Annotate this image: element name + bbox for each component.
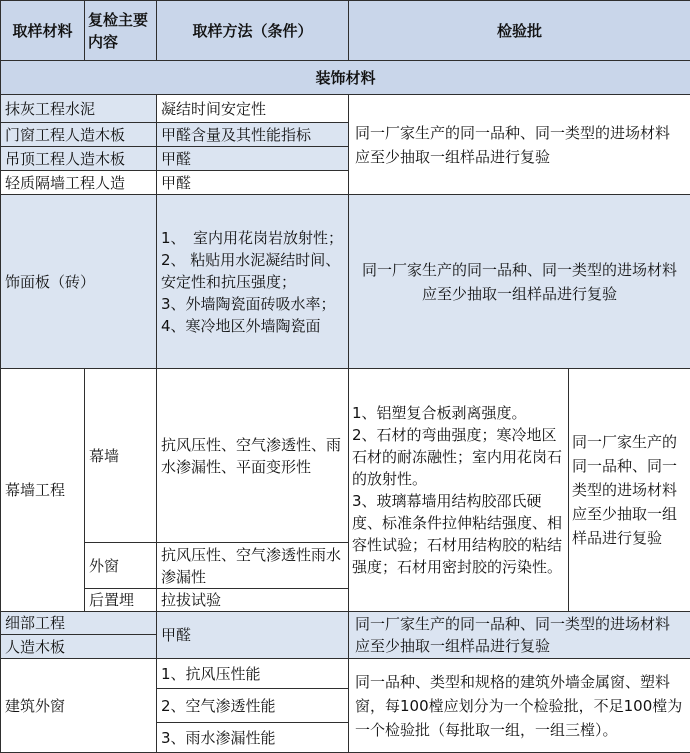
row-anchor-sub-content: 拉拔试验 [157, 589, 349, 612]
batch-cell-group1: 同一厂家生产的同一品种、同一类型的进场材料应至少抽取一组样品进行复验 [349, 95, 690, 195]
row-facing-name: 饰面板（砖） [1, 195, 157, 369]
row-exterior-window-content1: 1、抗风压性能 [157, 659, 349, 689]
row-detail-name2: 人造木板 [1, 635, 157, 659]
row-curtain-tests: 1、铝塑复合板剥离强度。 2、石材的弯曲强度；寒冷地区石材的耐冻融性；室内用花岗石的放射性。 3、玻璃幕墙用结构胶邵氏硬度、标准条件拉伸粘结强度、相容性试验；石材用结构胶的粘结强度；石材用密封胶的污染性。 [349, 369, 569, 612]
row-curtain-batch: 同一厂家生产的同一品种、同一类型的进场材料应至少抽取一组样品进行复验 [569, 369, 690, 612]
row-facing-content: 1、 室内用花岗岩放射性； 2、 粘贴用水泥凝结时间、安定性和抗压强度； 3、外墙陶瓷面砖吸水率； 4、寒冷地区外墙陶瓷面 [157, 195, 349, 369]
row-exterior-window-content3: 3、雨水渗漏性能 [157, 723, 349, 753]
row-ceiling-content: 甲醛 [157, 147, 349, 171]
row-exterior-window-content2: 2、空气渗透性能 [157, 689, 349, 723]
section-title: 装饰材料 [1, 61, 690, 95]
row-door-content: 甲醛含量及其性能指标 [157, 123, 349, 147]
row-door-name: 门窗工程人造木板 [1, 123, 157, 147]
row-window-sub-content: 抗风压性、空气渗透性雨水渗漏性 [157, 543, 349, 589]
row-partition-content: 甲醛 [157, 171, 349, 195]
row-plaster-name: 抹灰工程水泥 [1, 95, 157, 123]
row-curtain-name: 幕墙工程 [1, 369, 85, 612]
header-main-content: 复检主要内容 [85, 1, 157, 61]
row-detail-name1: 细部工程 [1, 612, 157, 635]
row-ceiling-name: 吊顶工程人造木板 [1, 147, 157, 171]
row-plaster-content: 凝结时间安定性 [157, 95, 349, 123]
row-anchor-sub: 后置埋 [85, 589, 157, 612]
row-exterior-window-batch: 同一品种、类型和规格的建筑外墙金属窗、塑料窗，每100樘应划分为一个检验批，不足100樘为一个检验批（每批取一组，一组三樘）。 [349, 659, 690, 753]
row-exterior-window-name: 建筑外窗 [1, 659, 157, 753]
header-inspection-batch: 检验批 [349, 1, 690, 61]
batch-cell-facing: 同一厂家生产的同一品种、同一类型的进场材料应至少抽取一组样品进行复验 [349, 195, 690, 369]
header-material: 取样材料 [1, 1, 85, 61]
row-partition-name: 轻质隔墙工程人造 [1, 171, 157, 195]
row-detail-content: 甲醛 [157, 612, 349, 659]
row-curtain-sub: 幕墙 [85, 369, 157, 543]
row-curtain-sub-content: 抗风压性、空气渗透性、雨水渗漏性、平面变形性 [157, 369, 349, 543]
row-window-sub: 外窗 [85, 543, 157, 589]
header-sampling-method: 取样方法（条件） [157, 1, 349, 61]
batch-cell-detail: 同一厂家生产的同一品种、同一类型的进场材料应至少抽取一组样品进行复验 [349, 612, 690, 659]
